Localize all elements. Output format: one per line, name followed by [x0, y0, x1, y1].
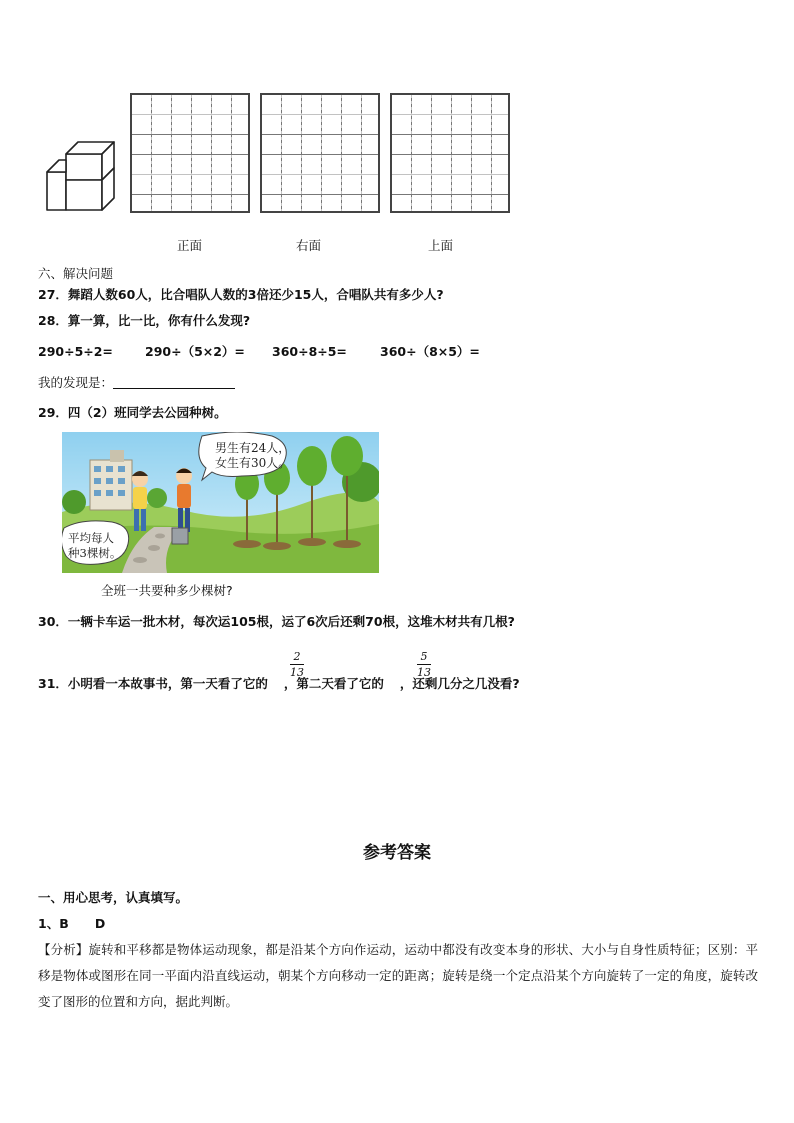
q31-part3: ，还剩几分之几没看? — [399, 676, 520, 691]
label-front-view: 正面 — [177, 238, 203, 253]
fraction-2-denominator: 13 — [417, 666, 431, 679]
answer-blank[interactable] — [113, 376, 235, 389]
discovery-line — [38, 375, 235, 391]
grid-front — [130, 93, 250, 213]
question-29: 29．四（2）班同学去公园种树。 — [38, 405, 227, 420]
question-28: 28．算一算，比一比，你有什么发现? — [38, 313, 251, 328]
cube-figure — [44, 138, 124, 216]
bubble-average-line2: 种3棵树。 — [68, 546, 122, 560]
bubble-average — [68, 531, 121, 561]
label-top-view: 上面 — [428, 238, 454, 253]
answers-title: 参考答案 — [363, 843, 431, 863]
section-heading: 六、解决问题 — [38, 266, 114, 281]
fraction-2-13 — [290, 650, 304, 679]
calc-2: 290÷（5×2）= — [145, 344, 245, 359]
answer-1: 1、B D — [38, 916, 106, 931]
bubble-boys-girls — [215, 441, 290, 471]
bubble-average-line1: 平均每人 — [68, 531, 114, 545]
question-30: 30．一辆卡车运一批木材，每次运105根，运了6次后还剩70根，这堆木材共有几根? — [38, 614, 515, 629]
bubble-boys-text: 男生有24人， — [215, 441, 291, 455]
calc-3: 360÷8÷5= — [272, 344, 347, 359]
calc-1: 290÷5÷2= — [38, 344, 113, 359]
bubble-girls-text: 女生有30人。 — [215, 456, 291, 470]
grid-right — [260, 93, 380, 213]
q31-part2: ，第二天看了它的 — [283, 676, 384, 691]
fraction-1-denominator: 13 — [290, 666, 304, 679]
q31-part1: 31．小明看一本故事书，第一天看了它的 — [38, 676, 268, 691]
label-right-view: 右面 — [296, 238, 322, 253]
fraction-1-numerator: 2 — [293, 650, 301, 663]
analysis-paragraph: 【分析】旋转和平移都是物体运动现象，都是沿某个方向作运动，运动中都没有改变本身的形状、大小与自身性质特征；区别：平移是物体或图形在同一平面内沿直线运动，朝某个方向移动一定的距离；旋转是绕一个定点沿某个方向旋转了一定的角度，旋转改变了图形的位置和方向，据此判断。 — [38, 942, 758, 1009]
grid-top — [390, 93, 510, 213]
fraction-2-numerator: 5 — [420, 650, 428, 663]
question-27: 27．舞蹈人数60人，比合唱队人数的3倍还少15人，合唱队共有多少人? — [38, 287, 444, 302]
question-31 — [38, 676, 520, 692]
discovery-label: 我的发现是： — [38, 375, 114, 390]
fraction-5-13 — [417, 650, 431, 679]
answers-section-1: 一、用心思考，认真填写。 — [38, 890, 189, 905]
question-29-ask: 全班一共要种多少棵树? — [101, 583, 233, 598]
calc-4: 360÷（8×5）= — [380, 344, 480, 359]
